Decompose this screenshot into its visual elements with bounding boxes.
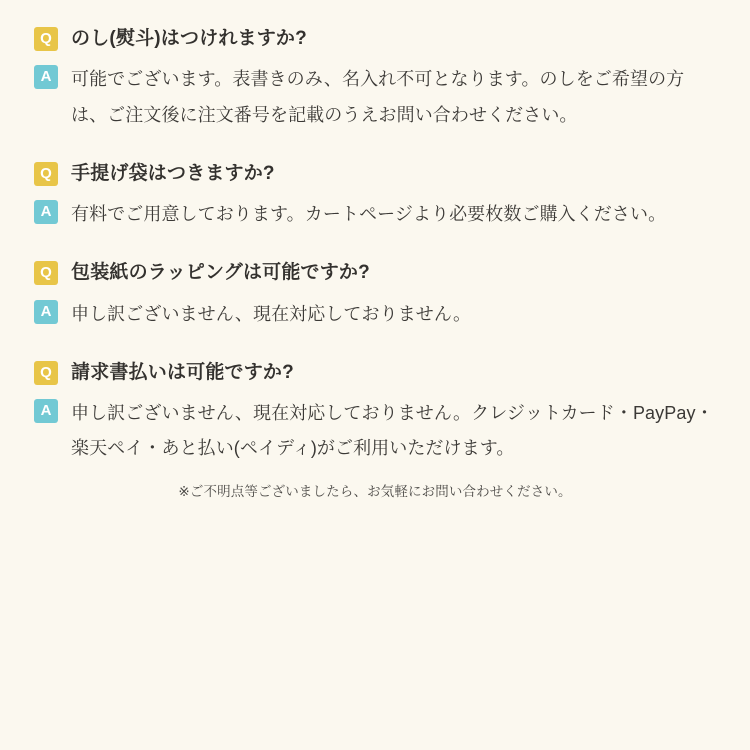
faq-question-text: 手提げ袋はつきますか?	[71, 162, 275, 184]
faq-item	[34, 24, 716, 133]
faq-answer-row	[34, 297, 716, 332]
faq-footer-note: ※ご不明点等ございましたら、お気軽にお問い合わせください。	[178, 484, 572, 500]
faq-question-row	[34, 358, 716, 387]
faq-answer-text: 申し訳ございません、現在対応しておりません。クレジットカード・PayPay・楽天ペイ・あと払い(ペイディ)がご利用いただけます。	[71, 403, 714, 459]
faq-item	[34, 358, 716, 467]
faq-answer-row	[34, 62, 716, 132]
faq-answer-text: 有料でご用意しております。カートページより必要枚数ご購入ください。	[71, 204, 667, 225]
faq-question-row	[34, 159, 716, 188]
question-badge-icon: Q	[34, 27, 58, 51]
faq-question-text: 包装紙のラッピングは可能ですか?	[71, 262, 370, 284]
faq-item	[34, 159, 716, 233]
faq-question-text: 請求書払いは可能ですか?	[71, 361, 294, 383]
answer-badge-icon: A	[34, 300, 58, 324]
faq-question-text: のし(熨斗)はつけれますか?	[71, 28, 307, 49]
faq-answer-row	[34, 396, 716, 466]
faq-list	[34, 24, 716, 466]
question-badge-icon: Q	[34, 361, 58, 385]
faq-question-row	[34, 258, 716, 287]
answer-badge-icon: A	[34, 200, 58, 224]
answer-badge-icon: A	[34, 399, 58, 423]
question-badge-icon: Q	[34, 162, 58, 186]
faq-question-row	[34, 24, 716, 53]
faq-answer-row	[34, 197, 716, 232]
faq-answer-text: 可能でございます。表書きのみ、名入れ不可となります。のしをご希望の方は、ご注文後に注文番号を記載のうえお問い合わせください。	[71, 69, 685, 125]
question-badge-icon: Q	[34, 261, 58, 285]
faq-answer-text: 申し訳ございません、現在対応しておりません。	[71, 303, 472, 324]
faq-item	[34, 258, 716, 332]
answer-badge-icon: A	[34, 65, 58, 89]
